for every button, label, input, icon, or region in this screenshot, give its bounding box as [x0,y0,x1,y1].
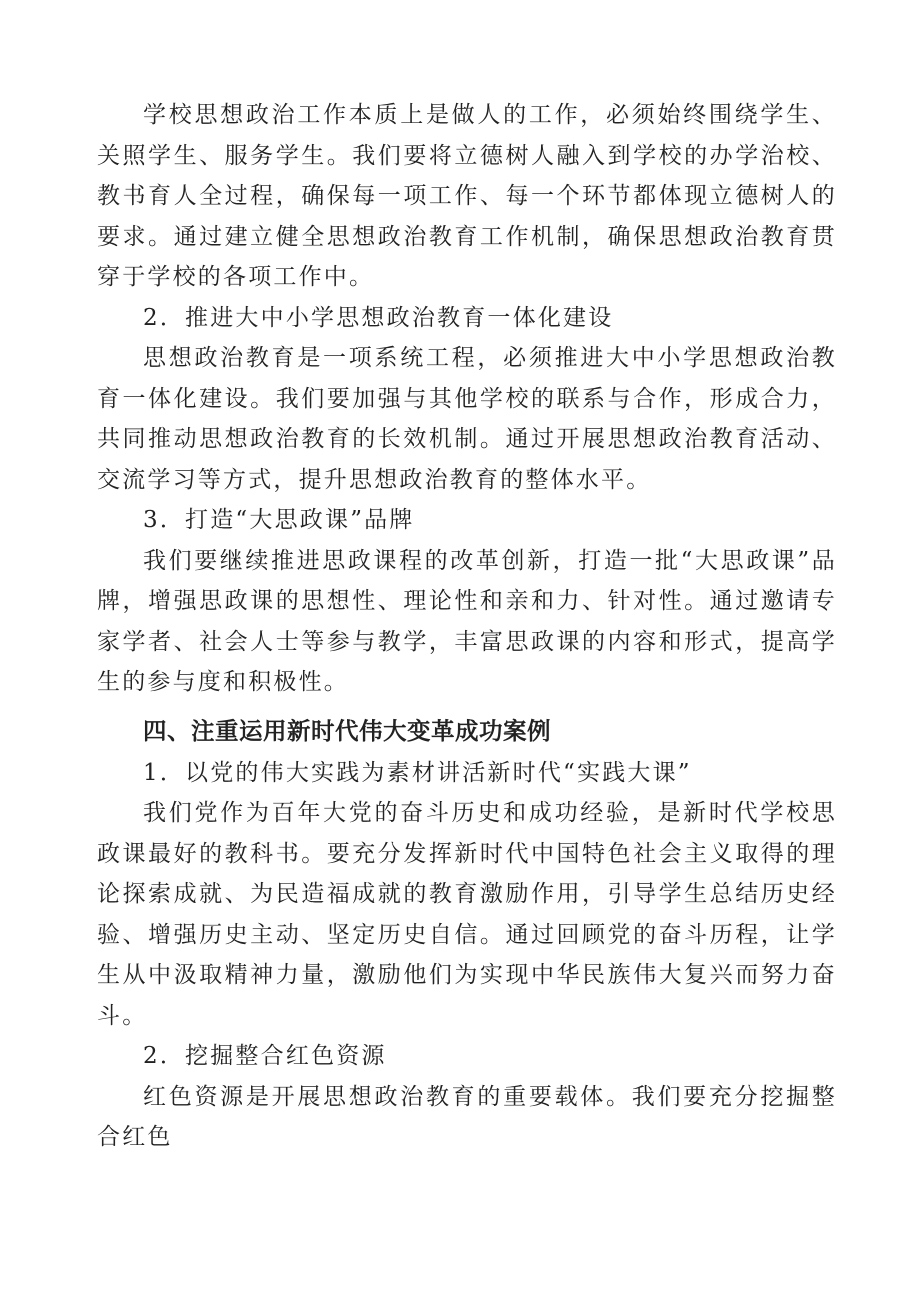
paragraph-system-engineering: 思想政治教育是一项系统工程，必须推进大中小学思想政治教育一体化建设。我们要加强与其他学校的联系与合作，形成合力，共同推动思想政治教育的长效机制。通过开展思想政治教育活动、交流学习等方式，提升思想政治教育的整体水平。 [97,345,837,493]
item-big-ideology-brand: 3．打造“大思政课”品牌 [143,507,415,533]
item-red-resources: 2．挖掘整合红色资源 [143,1043,387,1069]
paragraph-course-reform: 我们要继续推进思政课程的改革创新，打造一批“大思政课”品牌，增强思政课的思想性、理论性和亲和力、针对性。通过邀请专家学者、社会人士等参与教学，丰富思政课的内容和形式，提高学生的参与度和积极性。 [97,547,837,695]
paragraph-red-resources: 红色资源是开展思想政治教育的重要载体。我们要充分挖掘整合红色 [97,1083,837,1150]
document-page [97,95,837,1158]
paragraph-moral-education: 学校思想政治工作本质上是做人的工作，必须始终围绕学生、关照学生、服务学生。我们要将立德树人融入到学校的办学治校、教书育人全过程，确保每一项工作、每一个环节都体现立德树人的要求。通过建立健全思想政治教育工作机制，确保思想政治教育贯穿于学校的各项工作中。 [97,102,837,290]
section-heading-four: 四、注重运用新时代伟大变革成功案例 [143,716,551,745]
item-integration-construction: 2．推进大中小学思想政治教育一体化建设 [143,304,614,331]
paragraph-party-history: 我们党作为百年大党的奋斗历史和成功经验，是新时代学校思政课最好的教科书。要充分发挥新时代中国特色社会主义取得的理论探索成就、为民造福成就的教育激励作用，引导学生总结历史经验、增强历史主动、坚定历史自信。通过回顾党的奋斗历程，让学生从中汲取精神力量，激励他们为实现中华民族伟大复兴而努力奋斗。 [97,800,837,1029]
item-practice-lesson: 1．以党的伟大实践为素材讲活新时代“实践大课” [143,759,692,786]
